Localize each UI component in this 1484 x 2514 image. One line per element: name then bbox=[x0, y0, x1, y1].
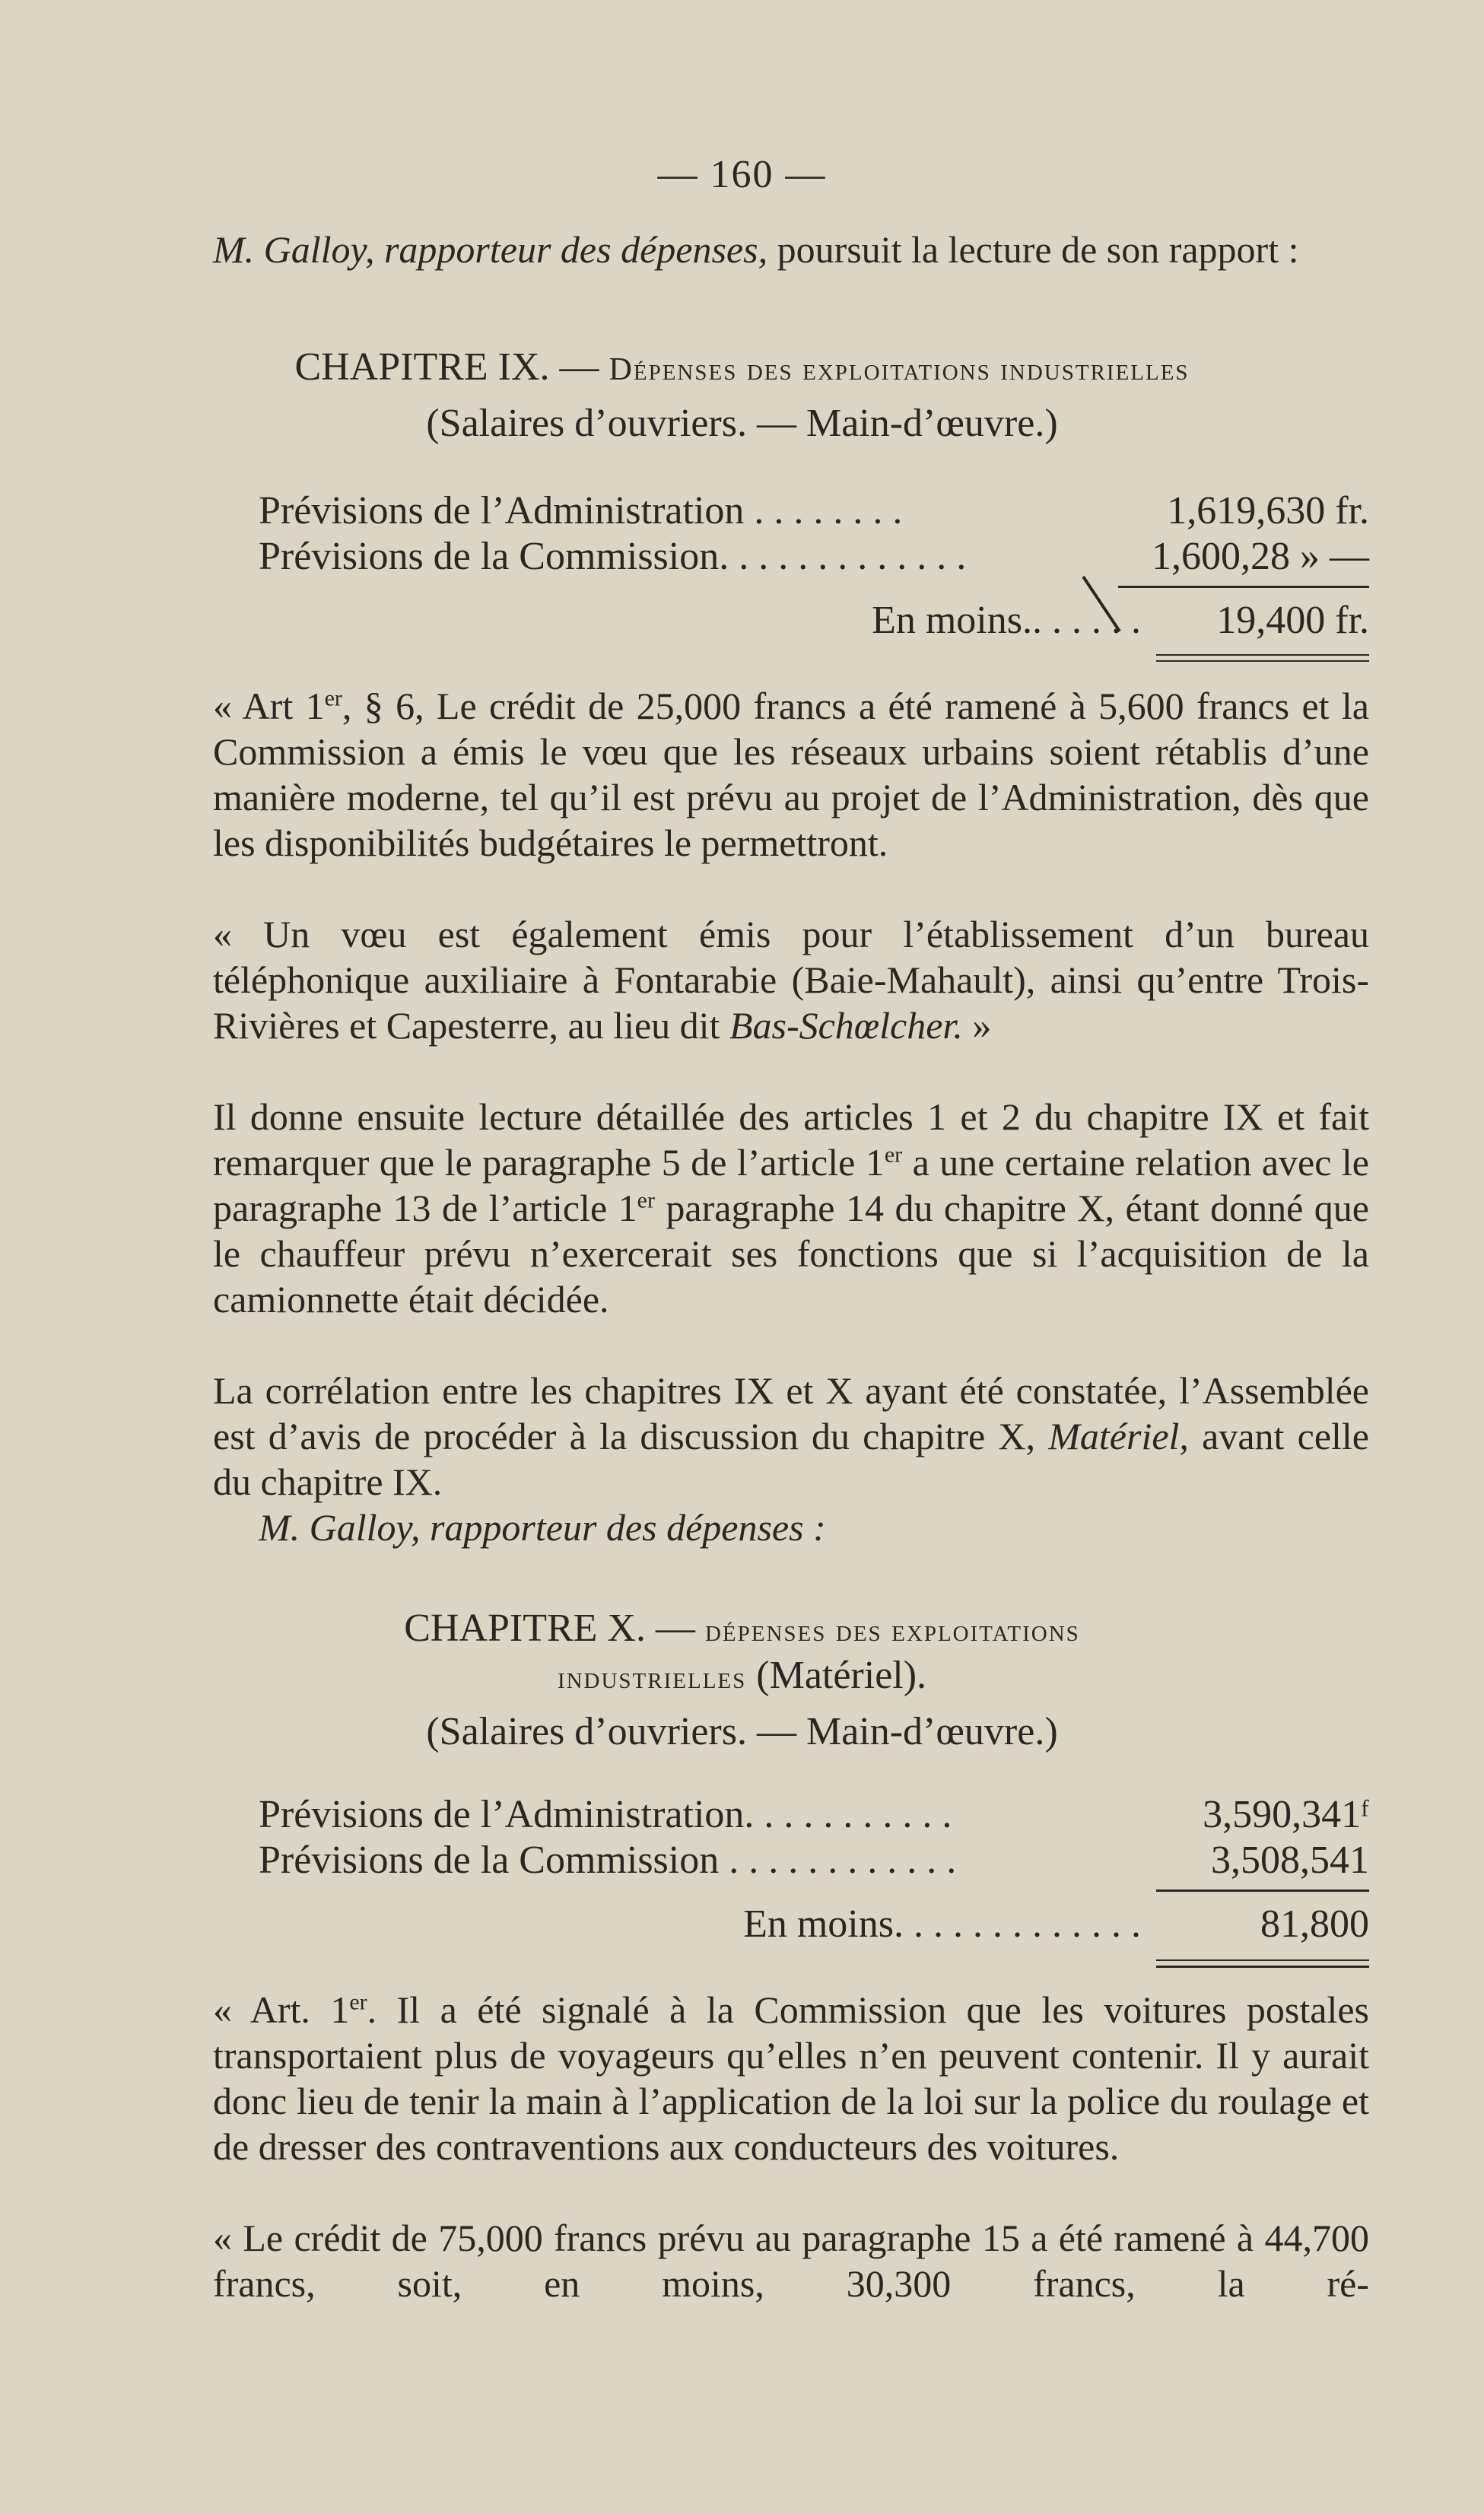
row-label: Prévisions de la Commission. . . . . . . . . . . . . bbox=[259, 535, 967, 578]
text: La corrélation entre les chapitres IX et X ayant été constatée, l’Assemblée est d’avis de procéder à la discussion du chapitre X, bbox=[213, 1369, 1369, 1457]
superscript: er bbox=[349, 1989, 367, 2015]
row-label: Prévisions de l’Administration. . . . . . . . . . . bbox=[259, 1793, 952, 1836]
row-value: 3,590,341ᶠ bbox=[1203, 1793, 1369, 1836]
paragraph-lecture-articles bbox=[213, 1094, 1369, 1322]
text: « Art. 1 bbox=[213, 1988, 350, 2031]
paragraph-voeu-bureau bbox=[213, 911, 1369, 1048]
chapter-9-subtitle-2: (Salaires d’ouvriers. — Main-d’œuvre.) bbox=[426, 402, 1058, 445]
chapter-10-subtitle-c: (Matériel). bbox=[746, 1654, 927, 1697]
chapter-10-heading bbox=[0, 1605, 1484, 1654]
text: Il donne ensuite lecture détaillée des articles 1 et 2 du chapitre IX et fait remarquer que le paragraphe 5 de l’article 1 bbox=[213, 1095, 1369, 1184]
subtotal-rule bbox=[1118, 586, 1369, 588]
total-label: En moins. . . . . . . . . . . . . bbox=[743, 1902, 1141, 1946]
total-value: 81,800 bbox=[1260, 1902, 1369, 1946]
paragraph-art-1-chapter-10 bbox=[213, 1987, 1369, 2169]
total-double-rule-2 bbox=[1156, 1966, 1369, 1968]
text: . Il a été signalé à la Commission que les voitures postales transportaient plus de voyageurs qu’elles n’en peuvent contenir. Il y aurait donc lieu de tenir la main à l’application de la loi sur la police du roulage et de dresser des contraventions aux conducteurs des voitures. bbox=[213, 1988, 1369, 2168]
italic-materiel: Matériel, bbox=[1048, 1415, 1189, 1457]
chapter-10-heading-line-2 bbox=[0, 1652, 1484, 1702]
paragraph-correlation bbox=[213, 1368, 1369, 1505]
row-value: 1,619,630 fr. bbox=[1167, 489, 1369, 532]
chapter-9-row-administration bbox=[259, 488, 1369, 534]
text: a une certaine relation avec le paragraphe 13 de l’article 1 bbox=[213, 1141, 1369, 1229]
superscript: er bbox=[637, 1187, 655, 1213]
row-value: 1,600,28 » — bbox=[1152, 535, 1369, 578]
text: avant celle du chapitre IX. bbox=[213, 1415, 1369, 1503]
text: « Un vœu est également émis pour l’établissement d’un bureau téléphonique auxiliaire à Fontarabie (Baie-Mahault), ainsi qu’entre Trois-Rivières et Capesterre, au lieu dit bbox=[213, 913, 1369, 1047]
chapter-9-heading bbox=[0, 344, 1484, 393]
speaker-name: M. Galloy, rapporteur des dépenses, bbox=[213, 228, 768, 271]
chapter-10-dash: — bbox=[645, 1607, 705, 1650]
total-label: En moins.. . . . . . bbox=[872, 599, 1141, 642]
superscript: er bbox=[324, 685, 342, 711]
speaker-line: M. Galloy, rapporteur des dépenses : bbox=[259, 1506, 826, 1549]
total-double-rule-1 bbox=[1156, 1959, 1369, 1961]
chapter-9-total bbox=[259, 598, 1369, 644]
subtotal-rule bbox=[1156, 1889, 1369, 1892]
italic-place: Bas-Schœlcher. bbox=[729, 1004, 963, 1047]
chapter-10-subtitle-a: dépenses des exploitations bbox=[704, 1613, 1080, 1648]
intro-paragraph bbox=[213, 227, 1369, 272]
chapter-10-subtitle-b: industrielles bbox=[557, 1661, 747, 1696]
row-label: Prévisions de la Commission . . . . . . . . . . . . bbox=[259, 1839, 957, 1882]
text: « Le crédit de 75,000 francs prévu au paragraphe 15 a été ramené à 44,700 francs, soit, en moins, 30,300 francs, la ré- bbox=[213, 2217, 1369, 2305]
superscript: er bbox=[884, 1142, 903, 1168]
paragraph-art-1-chapter-9 bbox=[213, 683, 1369, 866]
total-double-rule-1 bbox=[1156, 654, 1369, 656]
chapter-10-title: CHAPITRE X. bbox=[404, 1607, 646, 1650]
text: « Art 1 bbox=[213, 685, 325, 727]
paragraph-credit-75000 bbox=[213, 2215, 1369, 2352]
chapter-10-row-commission bbox=[259, 1838, 1369, 1883]
chapter-10-row-administration bbox=[259, 1792, 1369, 1838]
text: » bbox=[962, 1004, 992, 1047]
page-number: — 160 — bbox=[657, 153, 827, 196]
text: paragraphe 14 du chapitre X, étant donné que le chauffeur prévu n’exercerait ses fonctions que si l’acquisition de la camionnette était décidée. bbox=[213, 1187, 1369, 1321]
text: , § 6, Le crédit de 25,000 francs a été ramené à 5,600 francs et la Commission a émis le vœu que les réseaux urbains soient rétablis d’une manière moderne, tel qu’il est prévu au projet de l’Administration, dès que les disponibilités budgétaires le permettront. bbox=[213, 685, 1369, 864]
total-double-rule-2 bbox=[1156, 660, 1369, 662]
chapter-10-total bbox=[259, 1902, 1369, 1947]
row-label: Prévisions de l’Administration . . . . . . . . bbox=[259, 489, 903, 532]
row-value: 3,508,541 bbox=[1211, 1839, 1369, 1882]
intro-text: poursuit la lecture de son rapport : bbox=[767, 228, 1299, 271]
chapter-10-subtitle-2: (Salaires d’ouvriers. — Main-d’œuvre.) bbox=[426, 1710, 1058, 1753]
chapter-9-title: CHAPITRE IX. bbox=[294, 345, 550, 389]
chapter-9-row-commission bbox=[259, 534, 1369, 580]
chapter-9-subtitle: Dépenses des exploitations industrielles bbox=[609, 352, 1190, 387]
chapter-9-dash: — bbox=[549, 345, 609, 389]
total-value: 19,400 fr. bbox=[1216, 599, 1369, 642]
